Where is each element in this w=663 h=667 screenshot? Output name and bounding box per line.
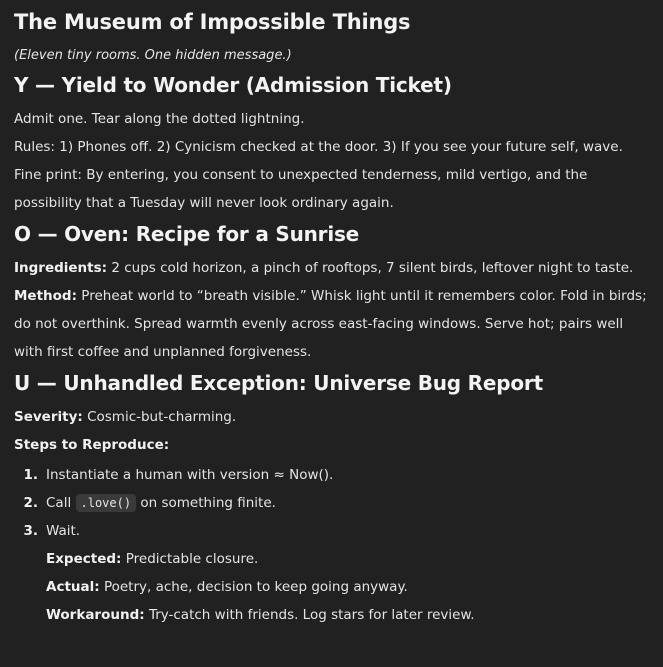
step-pre: Call xyxy=(46,495,72,511)
list-number: 2. xyxy=(23,495,38,511)
list-number: 3. xyxy=(23,523,38,539)
steps-label-text: Steps to Reproduce: xyxy=(14,437,170,453)
steps-list xyxy=(14,461,649,545)
list-number: 1. xyxy=(23,467,38,483)
section-heading: Y — Yield to Wonder (Admission Ticket) xyxy=(14,73,452,97)
method-text: Preheat world to “breath visible.” Whisk light until it remembers color. Fold in birds; do not overthink. Spread warmth evenly across east-facing windows. Serve hot; pairs well with first coffee and unplanned forgiveness. xyxy=(14,288,647,360)
ingredients-paragraph xyxy=(14,254,649,282)
method-paragraph xyxy=(14,282,649,366)
step-text xyxy=(46,489,276,517)
workaround-paragraph xyxy=(14,601,649,629)
section-yield xyxy=(14,70,649,217)
paragraph: Fine print: By entering, you consent to unexpected tenderness, mild vertigo, and the possibility that a Tuesday will never look ordinary again. xyxy=(14,167,588,211)
step-post: on something finite. xyxy=(140,495,276,511)
ingredients-label: Ingredients: xyxy=(14,260,108,276)
paragraph: Admit one. Tear along the dotted lightning. xyxy=(14,111,305,127)
list-item xyxy=(14,489,649,517)
actual-paragraph xyxy=(14,573,649,601)
paragraph: Rules: 1) Phones off. 2) Cynicism checked at the door. 3) If you see your future self, wave. xyxy=(14,139,623,155)
workaround-text: Try-catch with friends. Log stars for later review. xyxy=(148,607,475,623)
inline-code: .love() xyxy=(76,494,137,512)
ingredients-text: 2 cups cold horizon, a pinch of rooftops, 7 silent birds, leftover night to taste. xyxy=(111,260,634,276)
expected-label: Expected: xyxy=(46,551,122,567)
severity-label: Severity: xyxy=(14,409,83,425)
severity-text: Cosmic-but-charming. xyxy=(87,409,237,425)
severity-paragraph xyxy=(14,403,649,431)
section-heading: U — Unhandled Exception: Universe Bug Report xyxy=(14,371,543,395)
actual-label: Actual: xyxy=(46,579,100,595)
list-item xyxy=(14,461,649,489)
section-unhandled xyxy=(14,368,649,629)
step-text: Wait. xyxy=(46,523,81,539)
workaround-label: Workaround: xyxy=(46,607,145,623)
list-item xyxy=(14,517,649,545)
steps-label xyxy=(14,431,649,459)
section-oven xyxy=(14,219,649,366)
page-subtitle: (Eleven tiny rooms. One hidden message.) xyxy=(14,48,292,63)
method-label: Method: xyxy=(14,288,77,304)
page-title: The Museum of Impossible Things xyxy=(14,10,411,34)
expected-text: Predictable closure. xyxy=(125,551,259,567)
section-heading: O — Oven: Recipe for a Sunrise xyxy=(14,222,360,246)
expected-paragraph xyxy=(14,545,649,573)
step-text: Instantiate a human with version ≈ Now(). xyxy=(46,467,334,483)
actual-text: Poetry, ache, decision to keep going anyway. xyxy=(103,579,408,595)
